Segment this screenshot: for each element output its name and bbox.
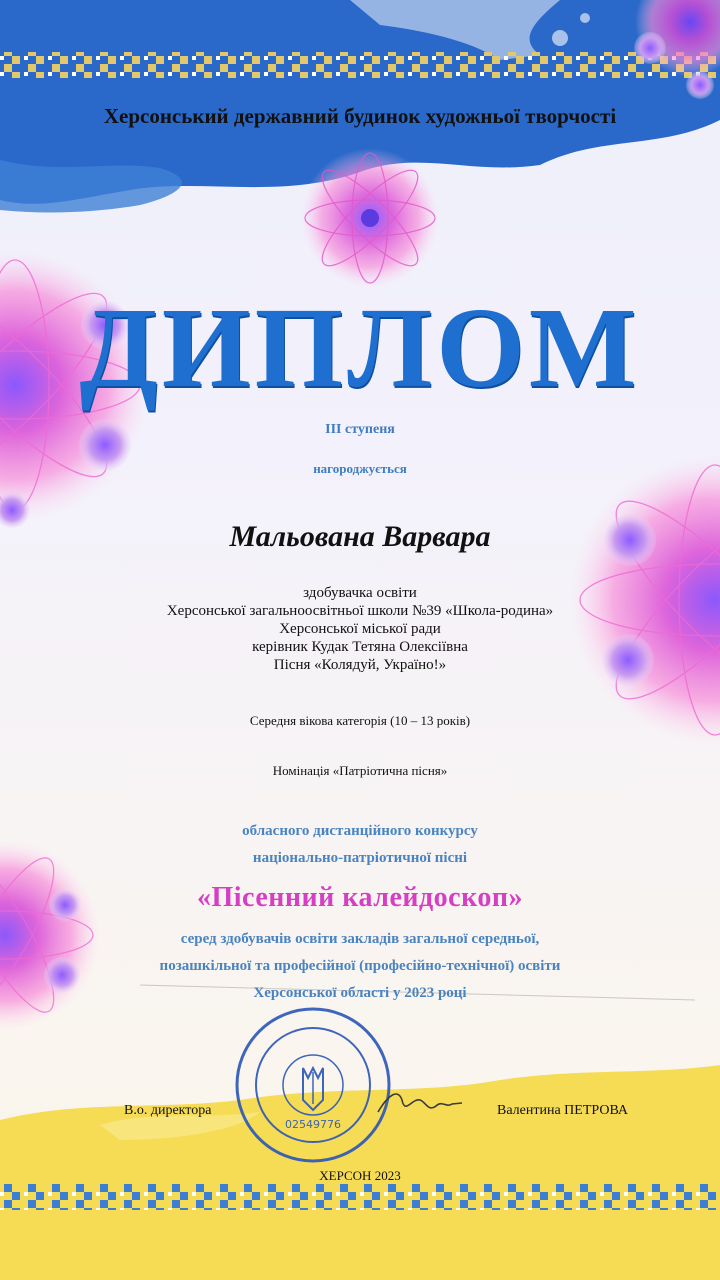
top-ornament-strip <box>0 52 720 78</box>
contest-outro-line: Херсонської області у 2023 році <box>253 985 467 1001</box>
contest-intro-line: національно-патріотичної пісні <box>252 850 468 866</box>
contest-outro-line: позашкільної та професійної (професійно-технічної) освіти <box>159 958 561 974</box>
contest-outro-line: серед здобувачів освіти закладів загальної середньої, <box>180 931 540 947</box>
organization-name: Херсонський державний будинок художньої творчості <box>103 104 617 128</box>
bottom-ornament-strip <box>0 1184 720 1210</box>
detail-line: Херсонської загальноосвітньої школи №39 «Школа-родина» <box>166 603 554 619</box>
awarded-label: нагороджується <box>313 461 407 476</box>
detail-line: Херсонської міської ради <box>279 621 441 637</box>
contest-intro-line: обласного дистанційного конкурсу <box>242 823 478 839</box>
signatory-role: В.о. директора <box>124 1103 212 1118</box>
nomination: Номінація «Патріотична пісня» <box>272 763 448 778</box>
degree-level: ІІІ ступеня <box>325 422 395 437</box>
detail-line: здобувачка освіти <box>303 585 417 601</box>
recipient-name: Мальована Варвара <box>229 520 491 553</box>
flower-top-center <box>300 148 440 288</box>
diploma-title: ДИПЛОМ <box>79 284 641 411</box>
contest-name: «Пісенний калейдоскоп» <box>197 882 523 913</box>
detail-line: Пісня «Колядуй, Україно!» <box>273 657 447 673</box>
stamp-code: 02549776 <box>285 1118 341 1131</box>
age-category: Середня вікова категорія (10 – 13 років) <box>249 713 471 728</box>
detail-line: керівник Кудак Тетяна Олексіївна <box>252 639 468 655</box>
footer-city-year: ХЕРСОН 2023 <box>319 1168 401 1183</box>
signatory-name: Валентина ПЕТРОВА <box>497 1103 629 1118</box>
